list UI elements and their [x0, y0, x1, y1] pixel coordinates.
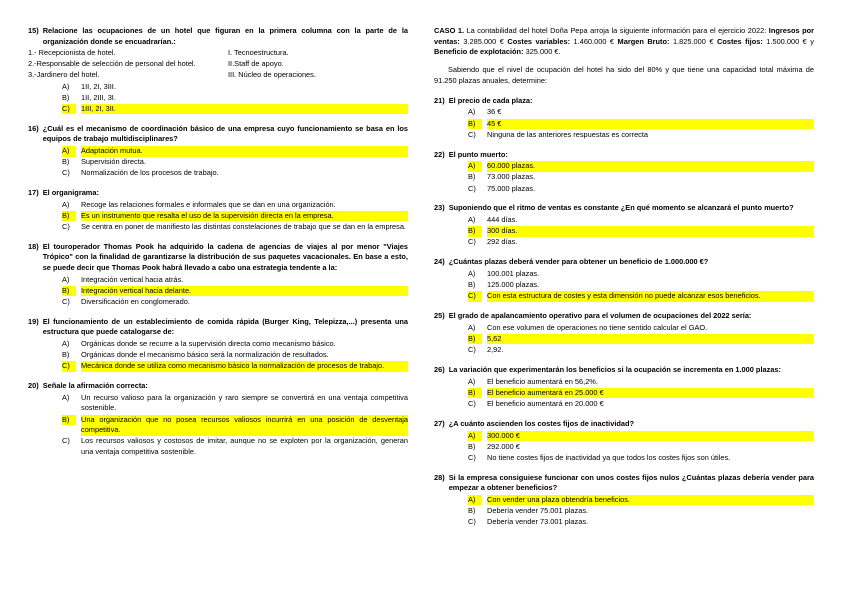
option-c-text: 2,92. [487, 345, 504, 355]
question-16-head [28, 124, 408, 145]
option-c[interactable] [468, 237, 814, 248]
question-22-text: El punto muerto: [448, 149, 508, 159]
option-c[interactable] [468, 399, 814, 410]
question-25-text: El grado de apalancamiento operativo para el volumen de ocupaciones del 2022 sería: [448, 311, 752, 321]
question-21 [434, 96, 814, 141]
question-15-pairs-left [28, 47, 228, 80]
question-15-head [28, 26, 408, 47]
option-b-label: B) [62, 92, 70, 102]
option-b[interactable] [62, 157, 408, 168]
option-b-text: 73.000 plazas. [487, 172, 536, 182]
question-16-number: 16) [28, 123, 39, 133]
option-b-label: B) [62, 211, 76, 222]
question-23 [434, 203, 814, 248]
option-b-text: Integración vertical hacia delante. [81, 286, 408, 297]
option-c-text: Normalización de los procesos de trabajo. [81, 168, 219, 178]
question-19-head [28, 317, 408, 338]
option-a-label: A) [62, 81, 70, 91]
option-b[interactable] [62, 350, 408, 361]
question-17 [28, 188, 408, 233]
option-a[interactable] [62, 339, 408, 350]
option-c-label: C) [468, 517, 476, 527]
question-28-number: 28) [434, 472, 445, 482]
question-15 [28, 26, 408, 115]
option-a-label: A) [468, 161, 482, 172]
question-22-head [434, 150, 814, 161]
option-b[interactable] [468, 388, 814, 399]
question-18-options [28, 274, 408, 307]
option-a[interactable] [468, 495, 814, 506]
case-1-label-margen: Margen Bruto: [617, 36, 670, 46]
question-27 [434, 419, 814, 464]
option-b[interactable] [468, 334, 814, 345]
question-15-options [28, 81, 408, 114]
option-b-label: B) [468, 119, 482, 130]
question-23-text: Suponiendo que el ritmo de ventas es constante ¿En qué momento se alcanzará el punto muerto? [448, 203, 794, 213]
option-a[interactable] [468, 215, 814, 226]
option-b-label: B) [468, 388, 482, 399]
question-24-number: 24) [434, 257, 445, 267]
question-22 [434, 150, 814, 195]
option-c-label: C) [468, 345, 476, 355]
question-20-options [28, 393, 408, 458]
option-a[interactable] [62, 393, 408, 415]
question-25-head [434, 311, 814, 322]
option-a-text: 36 € [487, 107, 502, 117]
case-1-value-ventas: 3.285.000 € [459, 36, 508, 46]
question-15-text: Relacione las ocupaciones de un hotel que figuran en la primera columna con la parte de la organización donde se encuadrarían.: [42, 26, 408, 46]
option-a[interactable] [468, 376, 814, 387]
option-b-label: B) [62, 350, 70, 360]
option-b[interactable] [468, 226, 814, 237]
option-a-text: 60.000 plazas. [487, 161, 814, 172]
question-18-text: El touroperador Thomas Pook ha adquirido la cadena de agencias de viajes al por menor "Viajes Trópico" con la finalidad de garantizarse la distribución de sus paquetes vacacionales. En base a esto, se puede decir que Thomas Pook habrá llevado a cabo una estrategia tendente a la: [42, 241, 408, 272]
option-b-label: B) [468, 441, 476, 451]
option-a[interactable] [468, 269, 814, 280]
option-b[interactable] [468, 441, 814, 452]
option-b-label: B) [468, 506, 476, 516]
question-27-text: ¿A cuánto ascienden los costes fijos de inactividad? [448, 418, 635, 428]
question-24 [434, 257, 814, 302]
question-21-number: 21) [434, 95, 445, 105]
option-a[interactable] [468, 107, 814, 118]
option-c-label: C) [62, 104, 76, 115]
option-b-text: Supervisión directa. [81, 157, 146, 167]
pair-left-2: 2.-Responsable de selección de personal del hotel. [28, 59, 196, 69]
question-23-head [434, 203, 814, 214]
question-21-options [434, 107, 814, 140]
option-c-text: Se centra en poner de manifiesto las distintas constelaciones de trabajo que se dan en la empresa. [81, 222, 406, 232]
case-1-value-variables: 1.460.000 € [570, 36, 618, 46]
option-c-label: C) [62, 296, 70, 306]
case-1-second-paragraph: Sabiendo que el nivel de ocupación del hotel ha sido del 80% y que tiene una capacidad total máxima de 91.250 plazas anuales, determine: [434, 65, 814, 85]
option-c-text: No tiene costes fijos de inactividad ya que todos los costes fijos son útiles. [487, 452, 731, 462]
option-b-label: B) [62, 157, 70, 167]
option-b-label: B) [468, 334, 482, 345]
case-1-label-variables: Costes variables: [507, 36, 571, 46]
question-20-head [28, 381, 408, 392]
question-28-options [434, 495, 814, 528]
option-a[interactable] [468, 323, 814, 334]
case-1-statement [434, 26, 814, 58]
question-23-options [434, 215, 814, 248]
option-c-text: Debería vender 73.001 plazas. [487, 517, 589, 527]
right-column [434, 26, 814, 537]
question-26-text: La variación que experimentarán los beneficios si la ocupación se incrementa en 1.000 plazas: [448, 364, 781, 374]
option-b-text: Debería vender 75.001 plazas. [487, 506, 589, 516]
case-1-value-margen: 1.825.000 € [669, 36, 717, 46]
option-c[interactable] [62, 361, 408, 372]
question-20-text: Señale la afirmación correcta: [42, 381, 148, 391]
option-b[interactable] [468, 506, 814, 517]
option-a-text: El beneficio aumentará en 56,2%. [487, 376, 598, 386]
option-a-text: Adaptación mutua. [81, 146, 408, 157]
question-27-number: 27) [434, 418, 445, 428]
option-b[interactable] [468, 280, 814, 291]
question-19 [28, 317, 408, 372]
option-c[interactable] [62, 222, 408, 233]
question-25-options [434, 323, 814, 356]
option-c-text: El beneficio aumentará en 20.000 € [487, 398, 604, 408]
option-a-text: Con vender una plaza obtendría beneficios. [487, 495, 814, 506]
question-22-number: 22) [434, 149, 445, 159]
option-a-label: A) [62, 274, 70, 284]
pair-left-3: 3.-Jardinero del hotel. [28, 70, 100, 80]
option-a-text: Orgánicas donde se recurre a la supervisión directa como mecanismo básico. [81, 339, 336, 349]
option-c-label: C) [468, 291, 482, 302]
question-24-options [434, 269, 814, 302]
question-28-head [434, 473, 814, 494]
option-b-text: 300 días. [487, 226, 814, 237]
option-c-text: Diversificación en conglomerado. [81, 296, 190, 306]
option-a-text: Integración vertical hacia atrás. [81, 274, 184, 284]
case-1-label-beneficio: Beneficio de explotación: [434, 47, 524, 57]
option-b-text: El beneficio aumentará en 25.000 € [487, 388, 814, 399]
option-b-text: 1II, 2III, 3I. [81, 92, 116, 102]
option-c[interactable] [468, 291, 814, 302]
question-25-number: 25) [434, 311, 445, 321]
question-26-head [434, 365, 814, 376]
option-a[interactable] [62, 274, 408, 285]
option-b[interactable] [62, 286, 408, 297]
question-19-options [28, 339, 408, 372]
question-15-number: 15) [28, 26, 39, 35]
question-16-options [28, 146, 408, 179]
option-c-label: C) [62, 168, 70, 178]
option-a-text: Un recurso valioso para la organización y raro siempre se convertirá en una ventaja competitiva sostenible. [81, 392, 408, 413]
case-1-intro: La contabilidad del hotel Doña Pepa arroja la siguiente información para el ejercicio 2022: [464, 26, 769, 35]
option-b-text: Orgánicas donde el mecanismo básico será la normalización de resultados. [81, 350, 329, 360]
option-a-label: A) [468, 376, 476, 386]
question-27-head [434, 419, 814, 430]
option-a-label: A) [62, 339, 70, 349]
option-c-label: C) [468, 398, 476, 408]
option-a-label: A) [62, 392, 70, 402]
option-c[interactable] [468, 345, 814, 356]
option-c-text: 75.000 plazas. [487, 183, 536, 193]
option-b[interactable] [62, 211, 408, 222]
option-c-label: C) [62, 222, 70, 232]
option-c[interactable] [468, 517, 814, 528]
option-a[interactable] [62, 81, 408, 92]
option-c[interactable] [62, 436, 408, 458]
two-column-layout [26, 26, 818, 537]
question-28-text: Si la empresa consiguiese funcionar con unos costes fijos nulos ¿Cuántas plazas debería vender para empezar a obtener beneficios? [448, 472, 814, 493]
question-16-text: ¿Cuál es el mecanismo de coordinación básico de una empresa cuyo funcionamiento se basa en los equipos de trabajo multidisciplinares? [42, 123, 408, 144]
option-b-text: 45 € [487, 119, 814, 130]
option-c[interactable] [468, 183, 814, 194]
option-c-text: Ninguna de las anteriores respuestas es correcta [487, 129, 649, 139]
question-18-head [28, 242, 408, 274]
option-c-label: C) [468, 183, 476, 193]
question-24-head [434, 257, 814, 268]
question-17-options [28, 200, 408, 233]
option-c-label: C) [468, 237, 476, 247]
option-a-label: A) [468, 107, 476, 117]
option-c-label: C) [62, 436, 70, 446]
option-a-label: A) [468, 495, 482, 506]
option-a-text: 1II, 2I, 3III. [81, 81, 116, 91]
option-a-label: A) [468, 215, 476, 225]
option-a[interactable] [62, 146, 408, 157]
question-21-text: El precio de cada plaza: [448, 95, 533, 105]
question-18-number: 18) [28, 241, 39, 251]
option-b-text: 292.000 € [487, 441, 520, 451]
option-c-label: C) [468, 129, 476, 139]
question-21-head [434, 96, 814, 107]
question-24-text: ¿Cuántas plazas deberá vender para obtener un beneficio de 1.000.000 €? [448, 257, 709, 267]
option-b-label: B) [62, 286, 76, 297]
question-20-number: 20) [28, 381, 39, 391]
question-26-options [434, 376, 814, 409]
question-26 [434, 365, 814, 410]
question-18 [28, 242, 408, 308]
option-b-text: 125.000 plazas. [487, 280, 540, 290]
option-c[interactable] [468, 129, 814, 140]
question-20 [28, 381, 408, 457]
case-1-label-ventas: Ingresos por ventas: [434, 26, 814, 46]
option-a-text: 100.001 plazas. [487, 269, 540, 279]
option-c[interactable] [62, 104, 408, 115]
option-a[interactable] [62, 200, 408, 211]
option-c-text: Mecánica donde se utiliza como mecanismo básico la normalización de procesos de trabajo. [81, 361, 408, 372]
option-a-text: 300.000 € [487, 431, 814, 442]
case-1-value-fijos: 1.500.000 € y [762, 36, 814, 46]
pair-right-1: I. Tecnoestructura. [228, 48, 289, 58]
option-b-text: 5,62 [487, 334, 814, 345]
option-c-text: Los recursos valiosos y costosos de imitar, aunque no se exploten por la organización, generan una ventaja competitiva sostenible. [81, 436, 408, 456]
option-b-text: Es un instrumento que resalta el uso de la supervisión directa en la empresa. [81, 211, 408, 222]
option-b-label: B) [468, 280, 476, 290]
option-a-label: A) [468, 322, 476, 332]
question-16 [28, 124, 408, 179]
question-17-number: 17) [28, 188, 39, 198]
option-a-label: A) [468, 269, 476, 279]
option-a-label: A) [468, 431, 482, 442]
option-b[interactable] [468, 118, 814, 129]
option-b[interactable] [468, 172, 814, 183]
question-28 [434, 473, 814, 528]
question-15-pairs [28, 47, 408, 80]
pair-right-3: III. Núcleo de operaciones. [228, 70, 316, 80]
option-a-text: 444 días. [487, 215, 518, 225]
option-a[interactable] [468, 430, 814, 441]
question-26-number: 26) [434, 364, 445, 374]
option-a-label: A) [62, 146, 76, 157]
case-1-value-beneficio: 325.000 €. [523, 47, 561, 57]
question-15-pairs-right [228, 47, 408, 80]
question-25 [434, 311, 814, 356]
option-c[interactable] [62, 297, 408, 308]
option-b-label: B) [468, 172, 476, 182]
option-c-text: 292 días. [487, 237, 518, 247]
pair-right-2: II.Staff de apoyo. [228, 59, 284, 69]
option-c-text: 1III, 2I, 3II. [81, 104, 408, 115]
option-b-text: Una organización que no posea recursos valiosos incurrirá en una posición de desventaja competitiva. [81, 414, 408, 435]
option-c-label: C) [62, 361, 76, 372]
option-c-text: Con esta estructura de costes y esta dimensión no puede alcanzar esos beneficios. [487, 291, 814, 302]
option-b-label: B) [468, 226, 482, 237]
case-1-label-fijos: Costes fijos: [717, 36, 763, 46]
option-b[interactable] [62, 414, 408, 436]
option-c[interactable] [468, 452, 814, 463]
option-b[interactable] [62, 92, 408, 103]
question-17-head [28, 188, 408, 199]
question-23-number: 23) [434, 203, 445, 213]
option-a-text: Recoge las relaciones formales e informales que se dan en una organización. [81, 199, 336, 209]
left-column [26, 26, 408, 467]
option-a[interactable] [468, 161, 814, 172]
option-c[interactable] [62, 168, 408, 179]
question-27-options [434, 430, 814, 463]
pair-left-1: 1.- Recepcionista de hotel. [28, 48, 116, 58]
option-a-label: A) [62, 199, 70, 209]
case-1-title: CASO 1. [434, 26, 465, 35]
option-a-text: Con ese volumen de operaciones no tiene sentido calcular el GAO. [487, 322, 708, 332]
option-c-label: C) [468, 452, 476, 462]
question-19-number: 19) [28, 316, 39, 326]
option-b-label: B) [62, 415, 76, 426]
question-19-text: El funcionamiento de un establecimiento de comida rápida (Burger King, Telepizza,...) presenta una estructura que puede catalogarse de: [42, 316, 408, 337]
question-17-text: El organigrama: [42, 188, 99, 198]
question-22-options [434, 161, 814, 194]
